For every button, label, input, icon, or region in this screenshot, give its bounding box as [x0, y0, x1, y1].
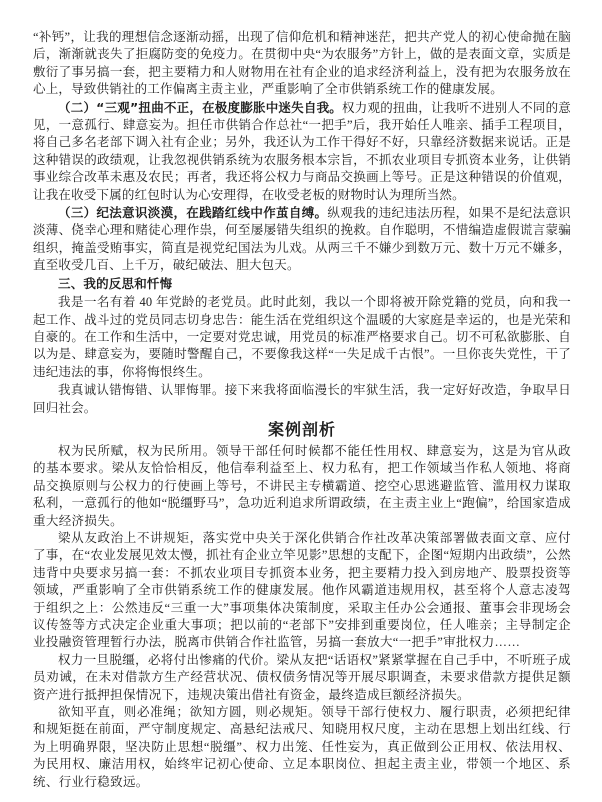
paragraph-text: 权力观的扭曲，让我听不进别人不同的意见，一意孤行、肆意妄为。担任市供销合作总社“一把手”后，我开始任人唯亲、插手工程项目，将自己多名老部下调入社有企业；另外，我还认为工作干得好不好，只靠经济数据来说话。正是这种错误的政绩观，让我忽视供销系统为农服务根本宗旨，不抓农业项目专抓资本业务，让供销事业综合改革未惠及农民；再者，我还将公权力与商品交换画上等号。正是这种错误的价值观，让我在收受下属的红包时认为心安理得，在收受老板的财物时认为理所当然。	[33, 100, 571, 202]
confession-paragraph	[33, 381, 571, 417]
paragraph-text: 欲知平直，则必准绳；欲知方圆，则必规矩。领导干部行使权力、履行职责，必须把纪律和规矩挺在前面，严守制度规定、高悬纪法戒尺、知晓用权尺度，主动在思想上划出红线、行为上明确界限，坚决防止思想“脱缰”、权力出笼、任性妄为，真正做到公正用权、依法用权、为民用权、廉洁用权，始终牢记初心使命、立足本职岗位、担起主责主业，带领一个地区、系统、行业行稳致远。	[33, 705, 571, 789]
confession-section	[33, 28, 571, 417]
paragraph-bold-lead: （二）“三观”扭曲不正，在极度膨胀中迷失自我。	[58, 99, 343, 115]
confession-paragraph	[33, 28, 571, 99]
paragraph-text: 我是一名有着 40 年党龄的老党员。此时此刻，我以一个即将被开除党籍的党员，向和我一起工作、战斗过的党员同志切身忠告：能生活在党组织这个温暖的大家庭是幸运的，也是光荣和自豪的。在工作和生活中，一定要对党忠诚，用党员的标准严格要求自己。切不可私欲膨胀、自以为是、肆意妄为，要随时警醒自己，不要像我这样“一失足成千古恨”。一旦你丧失党性，干了违纪违法的事，你将悔恨终生。	[33, 295, 571, 379]
confession-paragraph	[33, 293, 571, 381]
case-analysis-paragraph	[33, 704, 571, 791]
case-analysis-heading: 案例剖析	[267, 419, 336, 439]
paragraph-bold-lead: 三、我的反思和忏悔	[58, 275, 173, 291]
paragraph-text: 权力一旦脱缰，必将付出惨痛的代价。梁从友把“话语权”紧紧掌握在自己手中，不听班子成员劝诫，在未对借款方生产经营状况、债权债务情况等开展尽职调查，未要求借款方提供足额资产进行抵押担保情况下，违规决策出借社有资金，最终造成巨额经济损失。	[33, 652, 571, 702]
case-analysis-section	[33, 443, 571, 791]
case-analysis-paragraph	[33, 443, 571, 530]
case-analysis-paragraph	[33, 652, 571, 704]
paragraph-text: “补钙”，让我的理想信念逐渐动摇，出现了信仰危机和精神迷茫，把共产党人的初心使命抛在脑后，渐渐就丧失了拒腐防变的免疫力。在贯彻中央“为农服务”方针上，做的是表面文章，实质是敷衍了事另搞一套，把主要精力和人财物用在社有企业的追求经济利益上，没有把为农服务放在心上，导致供销社的工作偏离主责主业，严重影响了全市供销系统工作的健康发展。	[33, 30, 571, 97]
confession-subheading	[33, 275, 571, 293]
paragraph-text: 纵观我的违纪违法历程，如果不是纪法意识淡薄、侥幸心理和赌徒心理作祟，何至屡屡错失组织的挽救。自作聪明，不惜编造虚假谎言蒙骗组织，掩盖受贿事实，简直是视党纪国法为儿戏。从两三千不嫌少到数万元、数十万元不嫌多，直至收受几百、上千万，破纪破法、胆大包天。	[33, 206, 571, 273]
paragraph-text: 权为民所赋，权为民所用。领导干部任何时候都不能任性用权、肆意妄为，这是为官从政的基本要求。梁从友恰恰相反，他信奉利益至上、权力私有，把工作领域当作私人领地、将商品交换原则与公权力的行使画上等号，不讲民主专横霸道、挖空心思逃避监管、滥用权力谋取私利，一意孤行的他如“脱缰野马”，急功近利追求所谓政绩，在主责主业上“跑偏”，给国家造成重大经济损失。	[33, 443, 571, 528]
paragraph-bold-lead: （三）纪法意识淡漠，在践踏红线中作茧自缚。	[58, 205, 328, 221]
paragraph-text: 梁从友政治上不讲规矩，落实党中央关于深化供销合作社改革决策部署做表面文章、应付了事，在“农业发展见效太慢，抓社有企业立竿见影”思想的支配下，企图“短期内出政绩”，公然违背中央要求另搞一套：不抓农业项目专抓资本业务，把主要精力投入到房地产、股票投资等领域，严重影响了全市供销系统工作的健康发展。他作风霸道违规用权，甚至将个人意志凌驾于组织之上：公然违反“三重一大”事项集体决策制度，采取主任办公会通报、董事会非现场会议传签等方式决定企业重大事项；把以前的“老部下”安排到重要岗位，任人唯亲；主导制定企业投融资管理暂行办法，脱离市供销合作社监管，另搞一套放大“一把手”审批权力……	[33, 530, 572, 650]
confession-paragraph	[33, 99, 571, 204]
confession-paragraph	[33, 204, 571, 275]
paragraph-text: 我真诚认错悔错、认罪悔罪。接下来我将面临漫长的牢狱生活，我一定好好改造，争取早日回归社会。	[33, 383, 571, 415]
case-analysis-paragraph	[33, 530, 571, 652]
